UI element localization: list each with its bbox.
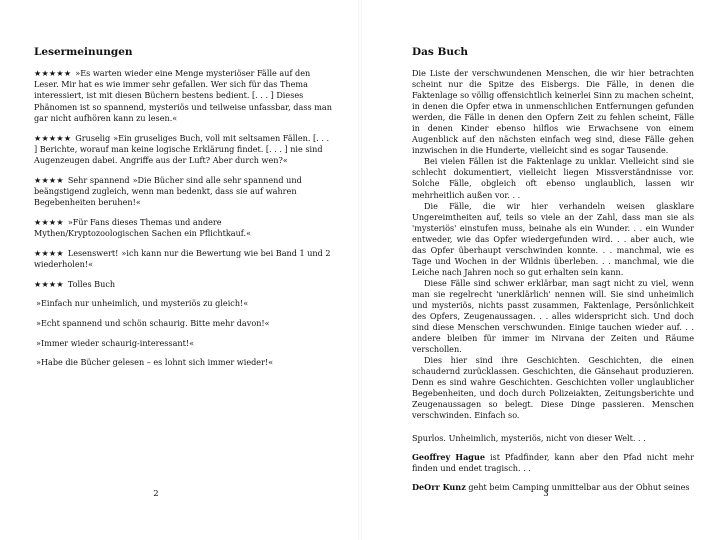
review [34,248,334,270]
review-text: »Ein gruseliges Buch, voll mit seltsamen Fällen. [. . . ] Berichte, worauf man keine logische Erklärung findet. [. . . ] nie sind Augenzeugen dabei. Angriffe aus der Luft? Aber durch wen?« [34,132,330,165]
right-page [360,0,720,540]
book-section-title: Das Buch [412,46,469,58]
review [34,279,334,290]
star-rating: ★★★★ [34,174,64,185]
review-text: »Es warten wieder eine Menge mysteriöser Fälle auf den Leser. Mir hat es wie immer sehr gefallen. Wer sich für das Thema interessiert, ist mit diesen Büchern bestens bedient. [. . . ] Dieses Phänomen ist so spannend, mysteriös und teilweise unfassbar, dass man gar nicht aufhören kann zu lesen.« [34,68,332,123]
reader-quote: »Habe die Bücher gelesen – es lohnt sich immer wieder!« [36,357,274,368]
review-headline: Gruselig [75,132,111,143]
paragraph: Diese Fälle sind schwer erklärbar, man sagt nicht zu viel, wenn man sie regelrecht 'unerklärlich' nennen will. Sie sind unheimlich und mysteriös, nichts passt zusammen, Faktenlage, Persönlichkeit des Opfers, Zeugenaussagen. . . alles widerspricht sich. Und doch sind diese Menschen verschwunden. Einige tauchen wieder auf. . . andere bleiben für immer im Nirvana der Zeiten und Räume verschollen. [412,277,694,355]
reader-quote: »Einfach nur unheimlich, und mysteriös zu gleich!« [36,298,249,309]
review-headline: Tolles Buch [67,278,116,289]
closing-line: Spurlos. Unheimlich, mysteriös, nicht von dieser Welt. . . [412,432,646,443]
review-text: »ich kann nur die Bewertung wie bei Band 1 und 2 wiederholen!« [34,247,331,269]
paragraph: Die Fälle, die wir hier verhandeln weisen glasklare Ungereimtheiten auf, teils so viele an der Zahl, dass man sie als 'mysteriös' einstufen muss, beinahe als ein Wunder. . . ein Wunder entweder, wie das Opfer wiedergefunden wird. . . aber auch, wie das Opfer überhaupt verschwinden konnte. . . manchmal, wie es Tage und Wochen in der Wildnis überleben. . . manchmal, wie die Leiche nach Jahren noch so gut erhalten sein kann. [412,200,694,277]
review-headline: Lesenswert! [67,247,119,258]
review [34,175,334,209]
star-rating: ★★★★ [34,278,64,289]
review [34,217,334,239]
star-rating: ★★★★ [34,216,64,227]
review-text: »Für Fans dieses Themas und andere Mythen/Kryptozoologischen Sachen ein Pflichtkauf.« [34,216,252,238]
review-headline: Sehr spannend [67,174,130,185]
page-number: 2 [153,489,159,499]
star-rating: ★★★★★ [34,132,72,143]
paragraph: Die Liste der verschwundenen Menschen, die wir hier betrachten scheint nur die Spitze des Eisbergs. Die Fälle, in denen die Faktenlage so völlig offensichtlich keinerlei Sinn zu machen scheint, in denen die Opfer etwa in unmenschlichen Entfernungen gefunden werden, die Fälle in denen den Opfern Zeit zu fehlen scheint, Fälle in denen Kinder ebenso hilflos wie Erwachsene von einem Augenblick auf den nächsten einfach weg sind, diese Fälle gehen inzwischen in die Hunderte, vielleicht sind es sogar Tausende. [412,68,694,156]
person-text: ist Pfadfinder, kann aber den Pfad nicht mehr finden und endet tragisch. . . [412,451,695,473]
page-number: 3 [543,489,549,499]
person-name: DeOrr Kunz [412,481,466,492]
person-text: geht beim Camping unmittelbar aus der Obhut seines [468,481,690,492]
review [34,68,334,124]
person-name: Geoffrey Hague [412,451,486,462]
paragraph: Dies hier sind ihre Geschichten. Geschichten, die einen schaudernd zurücklassen. Geschichten, die Gänsehaut produzieren. Denn es sind wahre Geschichten. Geschichten voller unglaublicher Begebenheiten, und doch durch Polizeiakten, Zeitungsberichte und Zeugenaussagen so belegt. Diese Dinge passieren. Menschen verschwinden. Einfach so. [412,355,694,421]
person-entry [412,452,694,474]
star-rating: ★★★★ [34,247,64,258]
review-text: »Die Bücher sind alle sehr spannend und beängstigend zugleich, wenn man bedenkt, dass sie auf wahren Begebenheiten beruhen!« [34,174,302,208]
review [34,133,334,167]
reader-quote: »Immer wieder schaurig-interessant!« [36,337,195,348]
reader-quote: »Echt spannend und schön schaurig. Bitte mehr davon!« [36,317,270,328]
reader-reviews-title: Lesermeinungen [34,46,133,58]
book-description [412,68,694,493]
paragraph: Bei vielen Fällen ist die Faktenlage zu unklar. Vielleicht sind sie schlecht dokumentiert, vielleicht liegen Missverständnisse vor. Solche Fälle, obgleich oft ebenso unglaublich, lassen wir mehrheitlich außen vor. . . [412,156,694,200]
star-rating: ★★★★★ [34,68,72,78]
